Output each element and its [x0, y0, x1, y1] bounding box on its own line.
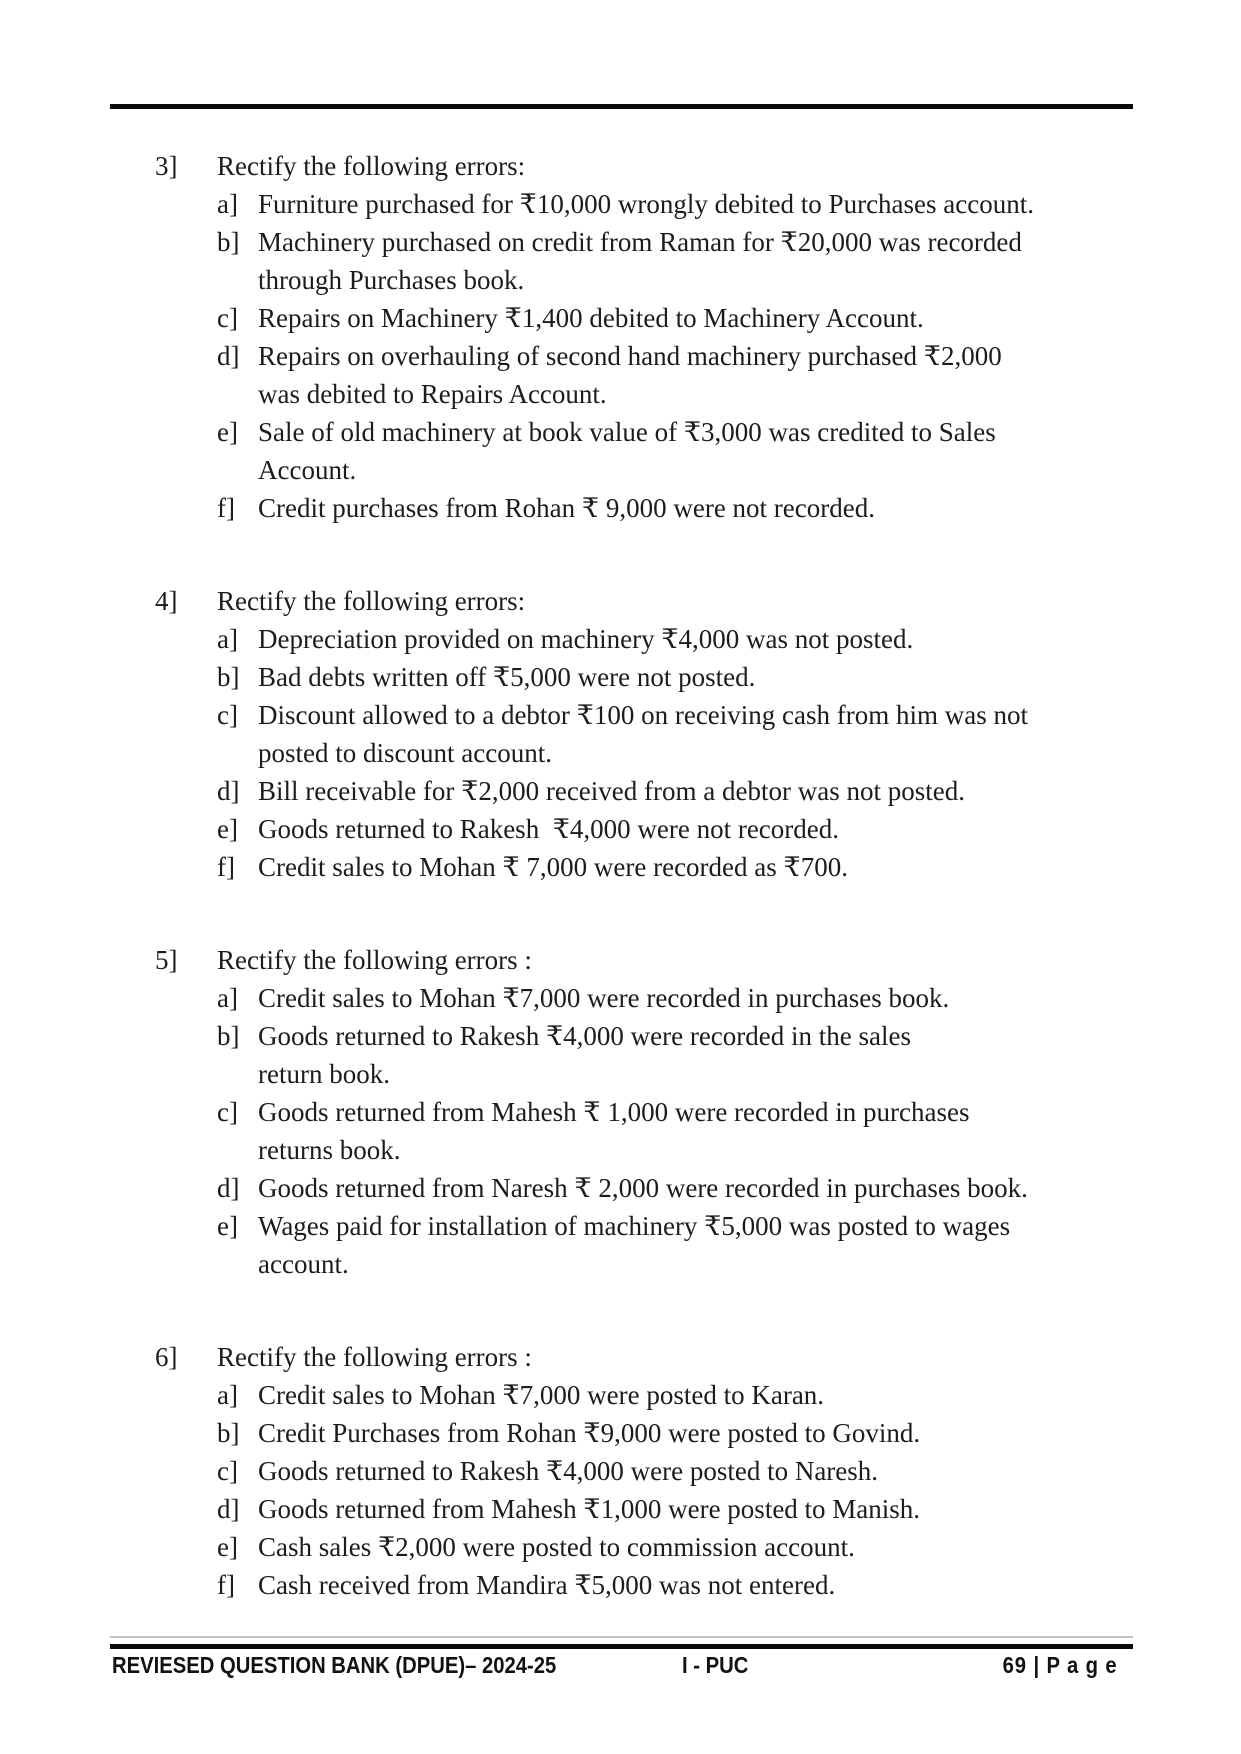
item-letter: d]: [217, 776, 240, 806]
item-text: [258, 1566, 1141, 1604]
question-item: [110, 1207, 1141, 1283]
question-item: [110, 848, 1141, 886]
questions-section: [110, 147, 1141, 1604]
question-item: [110, 979, 1141, 1017]
item-letter: a]: [217, 624, 238, 654]
question-item: [110, 1566, 1141, 1604]
item-letter: c]: [217, 1456, 238, 1486]
item-line: account.: [258, 1249, 349, 1279]
item-line: Repairs on overhauling of second hand machinery purchased ₹2,000: [258, 341, 1002, 371]
item-text: [258, 848, 1141, 886]
item-line: Cash received from Mandira ₹5,000 was not entered.: [258, 1570, 836, 1600]
item-line: Goods returned from Mahesh ₹1,000 were posted to Manish.: [258, 1494, 921, 1524]
question-item: [110, 1414, 1141, 1452]
item-letter: c]: [217, 303, 238, 333]
item-text: [258, 1169, 1141, 1207]
question-items: [110, 185, 1141, 527]
question-header: [110, 582, 1141, 620]
question-header: [110, 941, 1141, 979]
question-title: Rectify the following errors:: [217, 586, 526, 616]
question-number: 5]: [155, 945, 178, 975]
item-text: [258, 413, 1141, 489]
item-line: Sale of old machinery at book value of ₹3,000 was credited to Sales: [258, 417, 996, 447]
item-letter: d]: [217, 1173, 240, 1203]
question-number: 3]: [155, 151, 178, 181]
question-item: [110, 1528, 1141, 1566]
item-line: Goods returned from Mahesh ₹ 1,000 were recorded in purchases: [258, 1097, 970, 1127]
item-line: through Purchases book.: [258, 265, 525, 295]
item-line: Goods returned to Rakesh ₹4,000 were recorded in the sales: [258, 1021, 911, 1051]
footer-thick-rule: [110, 1644, 1133, 1649]
question-items: [110, 1376, 1141, 1604]
question-block: [110, 582, 1141, 886]
item-text: [258, 1017, 1141, 1093]
item-text: [258, 772, 1141, 810]
item-letter: e]: [217, 417, 238, 447]
item-line: Machinery purchased on credit from Raman for ₹20,000 was recorded: [258, 227, 1022, 257]
item-letter: d]: [217, 1494, 240, 1524]
item-text: [258, 223, 1141, 299]
question-block: [110, 1338, 1141, 1604]
question-item: [110, 299, 1141, 337]
item-line: Goods returned to Rakesh ₹4,000 were posted to Naresh.: [258, 1456, 879, 1486]
item-line: Credit sales to Mohan ₹7,000 were posted to Karan.: [258, 1380, 825, 1410]
item-letter: a]: [217, 189, 238, 219]
item-line: returns book.: [258, 1135, 401, 1165]
item-letter: b]: [217, 1021, 240, 1051]
item-line: was debited to Repairs Account.: [258, 379, 607, 409]
question-header: [110, 147, 1141, 185]
question-items: [110, 620, 1141, 886]
item-line: Cash sales ₹2,000 were posted to commission account.: [258, 1532, 855, 1562]
item-line: Wages paid for installation of machinery ₹5,000 was posted to wages: [258, 1211, 1011, 1241]
question-title: Rectify the following errors:: [217, 151, 526, 181]
question-item: [110, 620, 1141, 658]
item-line: Credit sales to Mohan ₹7,000 were recorded in purchases book.: [258, 983, 950, 1013]
item-text: [258, 658, 1141, 696]
item-letter: f]: [217, 852, 235, 882]
item-text: [258, 1414, 1141, 1452]
item-text: [258, 1207, 1141, 1283]
footer-doc-title: REVIESED QUESTION BANK (DPUE)– 2024-25: [112, 1652, 557, 1678]
item-letter: a]: [217, 983, 238, 1013]
question-item: [110, 772, 1141, 810]
item-letter: b]: [217, 1418, 240, 1448]
question-item: [110, 810, 1141, 848]
footer-page-number: 69 | P a g e: [1003, 1652, 1118, 1678]
item-letter: d]: [217, 341, 240, 371]
question-title: Rectify the following errors :: [217, 1342, 532, 1372]
item-line: return book.: [258, 1059, 390, 1089]
item-text: [258, 1452, 1141, 1490]
item-letter: e]: [217, 1532, 238, 1562]
question-block: [110, 941, 1141, 1283]
question-item: [110, 337, 1141, 413]
item-text: [258, 810, 1141, 848]
question-header: [110, 1338, 1141, 1376]
question-items: [110, 979, 1141, 1283]
footer-thin-rule: [110, 1636, 1133, 1638]
item-line: Credit purchases from Rohan ₹ 9,000 were not recorded.: [258, 493, 875, 523]
question-item: [110, 1017, 1141, 1093]
item-text: [258, 1528, 1141, 1566]
item-line: Goods returned to Rakesh ₹4,000 were not recorded.: [258, 814, 840, 844]
question-item: [110, 1093, 1141, 1169]
item-text: [258, 1490, 1141, 1528]
item-line: Discount allowed to a debtor ₹100 on receiving cash from him was not: [258, 700, 1029, 730]
question-title: Rectify the following errors :: [217, 945, 532, 975]
question-item: [110, 185, 1141, 223]
item-line: Account.: [258, 455, 357, 485]
header-rule: [110, 104, 1133, 109]
item-letter: b]: [217, 227, 240, 257]
item-line: Credit Purchases from Rohan ₹9,000 were posted to Govind.: [258, 1418, 921, 1448]
item-text: [258, 185, 1141, 223]
question-item: [110, 1490, 1141, 1528]
question-number: 4]: [155, 586, 178, 616]
question-block: [110, 147, 1141, 527]
item-letter: e]: [217, 1211, 238, 1241]
item-letter: f]: [217, 1570, 235, 1600]
item-text: [258, 489, 1141, 527]
item-text: [258, 337, 1141, 413]
item-line: Repairs on Machinery ₹1,400 debited to Machinery Account.: [258, 303, 924, 333]
item-text: [258, 1093, 1141, 1169]
item-text: [258, 620, 1141, 658]
item-line: Bad debts written off ₹5,000 were not posted.: [258, 662, 756, 692]
item-letter: c]: [217, 700, 238, 730]
question-item: [110, 223, 1141, 299]
item-line: Goods returned from Naresh ₹ 2,000 were recorded in purchases book.: [258, 1173, 1028, 1203]
item-line: posted to discount account.: [258, 738, 552, 768]
item-text: [258, 1376, 1141, 1414]
question-item: [110, 413, 1141, 489]
item-line: Depreciation provided on machinery ₹4,000 was not posted.: [258, 624, 914, 654]
item-text: [258, 979, 1141, 1017]
item-line: Bill receivable for ₹2,000 received from a debtor was not posted.: [258, 776, 965, 806]
item-line: Credit sales to Mohan ₹ 7,000 were recorded as ₹700.: [258, 852, 848, 882]
item-letter: c]: [217, 1097, 238, 1127]
item-letter: e]: [217, 814, 238, 844]
item-letter: b]: [217, 662, 240, 692]
item-text: [258, 299, 1141, 337]
question-item: [110, 696, 1141, 772]
question-item: [110, 1169, 1141, 1207]
question-item: [110, 1376, 1141, 1414]
footer-course-label: I - PUC: [682, 1652, 749, 1678]
item-line: Furniture purchased for ₹10,000 wrongly debited to Purchases account.: [258, 189, 1034, 219]
question-item: [110, 658, 1141, 696]
item-letter: f]: [217, 493, 235, 523]
item-text: [258, 696, 1141, 772]
item-letter: a]: [217, 1380, 238, 1410]
question-item: [110, 489, 1141, 527]
question-item: [110, 1452, 1141, 1490]
question-number: 6]: [155, 1342, 178, 1372]
